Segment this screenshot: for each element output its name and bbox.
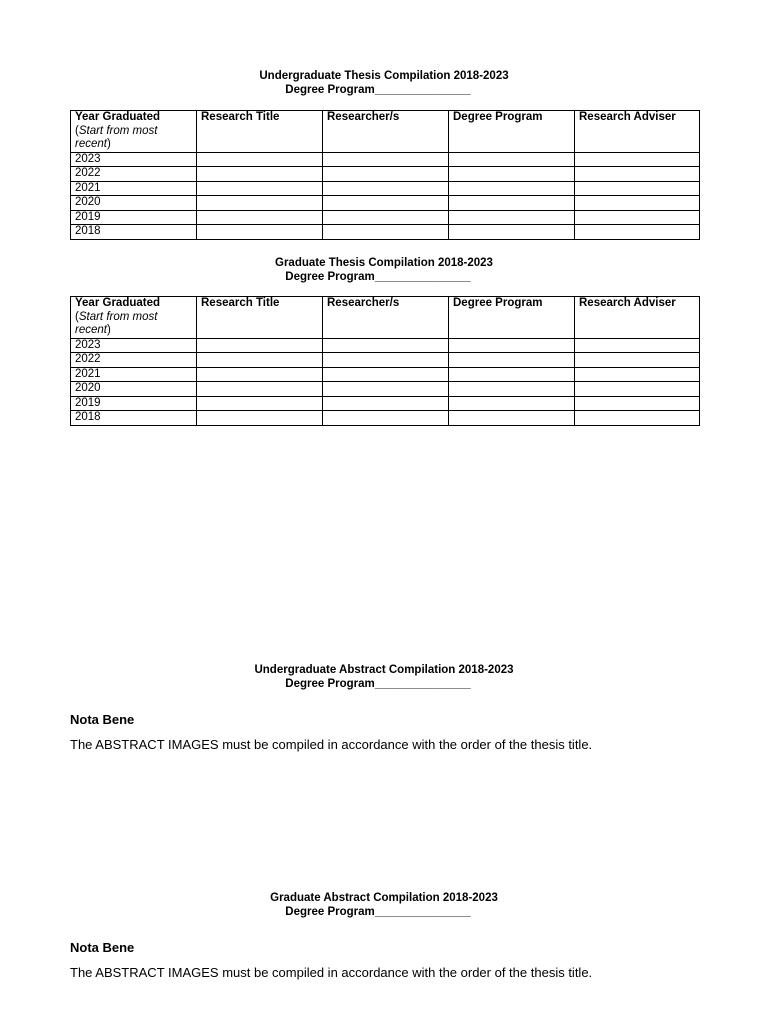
research-adviser-cell[interactable] [575, 353, 700, 368]
grad-thesis-heading [0, 256, 768, 284]
col-header-researchers: Researcher/s [323, 297, 449, 339]
year-cell: 2019 [71, 210, 197, 225]
grad-abstract-heading [0, 891, 768, 919]
section-title: Undergraduate Abstract Compilation 2018-2023 [254, 664, 514, 676]
research-adviser-cell[interactable] [575, 396, 700, 411]
researchers-cell[interactable] [323, 353, 449, 368]
year-cell: 2023 [71, 152, 197, 167]
table-row [71, 181, 700, 196]
undergrad-abstract-heading [0, 663, 768, 691]
degree-program-cell[interactable] [449, 196, 575, 211]
section-title: Graduate Thesis Compilation 2018-2023 [275, 257, 493, 269]
degree-program-line: Degree Program_______________ [285, 84, 471, 96]
research-adviser-cell[interactable] [575, 181, 700, 196]
section-title: Undergraduate Thesis Compilation 2018-2023 [259, 70, 509, 82]
researchers-cell[interactable] [323, 167, 449, 182]
research-adviser-cell[interactable] [575, 167, 700, 182]
year-cell: 2022 [71, 167, 197, 182]
researchers-cell[interactable] [323, 181, 449, 196]
table-row [71, 167, 700, 182]
research-title-cell[interactable] [197, 396, 323, 411]
col-header-research-adviser: Research Adviser [575, 297, 700, 339]
research-adviser-cell[interactable] [575, 411, 700, 426]
degree-program-cell[interactable] [449, 181, 575, 196]
table-row [71, 152, 700, 167]
research-adviser-cell[interactable] [575, 367, 700, 382]
year-cell: 2022 [71, 353, 197, 368]
col-header-researchers: Researcher/s [323, 111, 449, 153]
research-title-cell[interactable] [197, 411, 323, 426]
researchers-cell[interactable] [323, 338, 449, 353]
nota-bene-heading: Nota Bene [70, 712, 135, 727]
research-title-cell[interactable] [197, 152, 323, 167]
researchers-cell[interactable] [323, 196, 449, 211]
researchers-cell[interactable] [323, 382, 449, 397]
undergrad-thesis-table [70, 110, 700, 240]
table-row [71, 225, 700, 240]
degree-program-cell[interactable] [449, 167, 575, 182]
nota-bene-text: The ABSTRACT IMAGES must be compiled in accordance with the order of the thesis title. [70, 737, 593, 752]
researchers-cell[interactable] [323, 411, 449, 426]
col-header-year: Year Graduated (Start from most recent) [71, 111, 197, 153]
table-header-row [71, 297, 700, 339]
nota-bene-heading: Nota Bene [70, 940, 135, 955]
researchers-cell[interactable] [323, 396, 449, 411]
col-header-degree-program: Degree Program [449, 111, 575, 153]
research-title-cell[interactable] [197, 210, 323, 225]
col-header-degree-program: Degree Program [449, 297, 575, 339]
table-row [71, 367, 700, 382]
research-title-cell[interactable] [197, 167, 323, 182]
degree-program-cell[interactable] [449, 353, 575, 368]
undergrad-thesis-heading [0, 69, 768, 97]
degree-program-line: Degree Program_______________ [285, 906, 471, 918]
col-header-year: Year Graduated (Start from most recent) [71, 297, 197, 339]
table-row [71, 353, 700, 368]
degree-program-cell[interactable] [449, 210, 575, 225]
table-row [71, 382, 700, 397]
research-adviser-cell[interactable] [575, 225, 700, 240]
researchers-cell[interactable] [323, 152, 449, 167]
degree-program-cell[interactable] [449, 338, 575, 353]
year-cell: 2018 [71, 225, 197, 240]
table-row [71, 338, 700, 353]
table-row [71, 396, 700, 411]
table-header-row [71, 111, 700, 153]
research-adviser-cell[interactable] [575, 382, 700, 397]
research-title-cell[interactable] [197, 225, 323, 240]
year-cell: 2021 [71, 367, 197, 382]
degree-program-line: Degree Program_______________ [285, 271, 471, 283]
research-adviser-cell[interactable] [575, 338, 700, 353]
col-header-research-title: Research Title [197, 111, 323, 153]
year-cell: 2020 [71, 196, 197, 211]
researchers-cell[interactable] [323, 210, 449, 225]
grad-thesis-table [70, 296, 700, 426]
section-title: Graduate Abstract Compilation 2018-2023 [270, 892, 498, 904]
research-title-cell[interactable] [197, 382, 323, 397]
degree-program-cell[interactable] [449, 382, 575, 397]
research-title-cell[interactable] [197, 181, 323, 196]
year-cell: 2018 [71, 411, 197, 426]
degree-program-line: Degree Program_______________ [285, 678, 471, 690]
researchers-cell[interactable] [323, 225, 449, 240]
research-title-cell[interactable] [197, 338, 323, 353]
degree-program-cell[interactable] [449, 225, 575, 240]
researchers-cell[interactable] [323, 367, 449, 382]
table-row [71, 411, 700, 426]
research-adviser-cell[interactable] [575, 152, 700, 167]
year-cell: 2019 [71, 396, 197, 411]
degree-program-cell[interactable] [449, 152, 575, 167]
table-row [71, 210, 700, 225]
year-cell: 2023 [71, 338, 197, 353]
year-cell: 2020 [71, 382, 197, 397]
table-row [71, 196, 700, 211]
research-title-cell[interactable] [197, 196, 323, 211]
col-header-research-title: Research Title [197, 297, 323, 339]
year-cell: 2021 [71, 181, 197, 196]
nota-bene-text: The ABSTRACT IMAGES must be compiled in accordance with the order of the thesis title. [70, 965, 593, 980]
research-title-cell[interactable] [197, 353, 323, 368]
degree-program-cell[interactable] [449, 396, 575, 411]
degree-program-cell[interactable] [449, 367, 575, 382]
research-adviser-cell[interactable] [575, 196, 700, 211]
col-header-research-adviser: Research Adviser [575, 111, 700, 153]
research-title-cell[interactable] [197, 367, 323, 382]
degree-program-cell[interactable] [449, 411, 575, 426]
research-adviser-cell[interactable] [575, 210, 700, 225]
